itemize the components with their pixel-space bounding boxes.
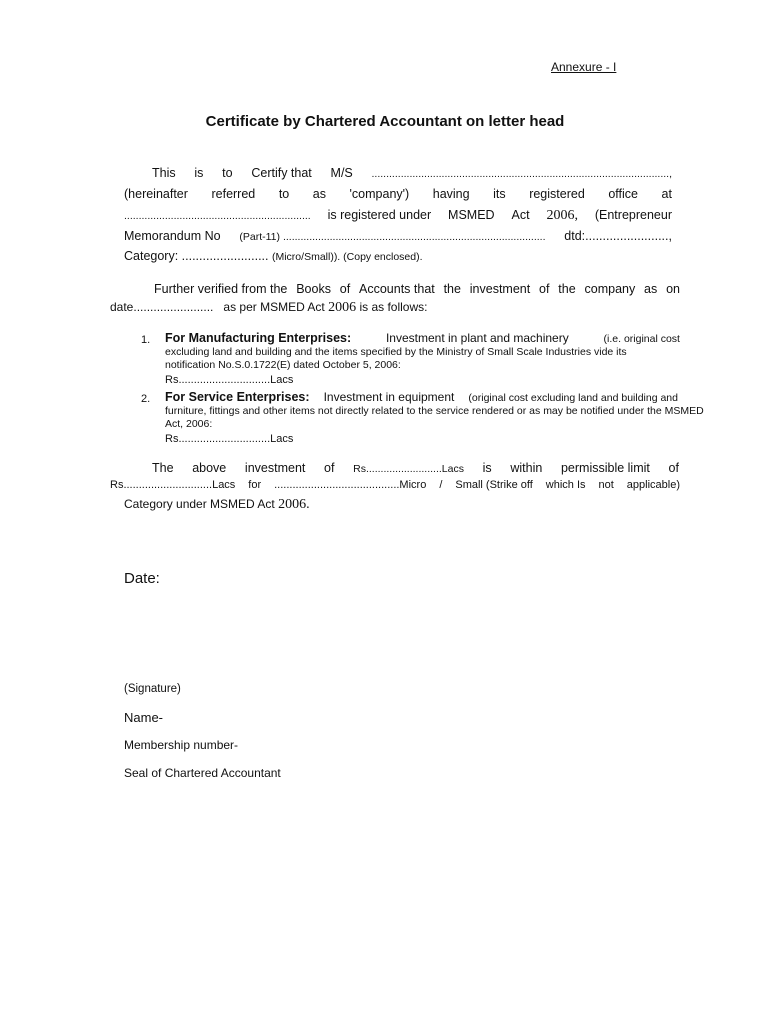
item-line: notification No.S.0.1722(E) dated October 5, 2006: bbox=[165, 359, 401, 371]
membership-number-label: Membership number- bbox=[124, 738, 239, 752]
list-item: For Manufacturing Enterprises: Investment in plant and machinery (i.e. original cost bbox=[165, 331, 680, 345]
para3-line2: Rs.............................Lacs for .........................................Micro / Small (Strike off which Is not applicable) bbox=[110, 479, 680, 491]
para1-line2: (hereinafter referred to as 'company') having its registered office at bbox=[124, 187, 672, 201]
name-label: Name- bbox=[124, 710, 164, 725]
item-number: 2. bbox=[141, 393, 151, 405]
item-number: 1. bbox=[141, 334, 151, 346]
item-line: Act, 2006: bbox=[165, 418, 213, 430]
date-label: Date: bbox=[124, 570, 160, 587]
annexure-label: Annexure - I bbox=[551, 60, 617, 74]
signature-label: (Signature) bbox=[124, 683, 181, 695]
item-rs: Rs..............................Lacs bbox=[165, 374, 294, 386]
para1-line5: Category: ......................... (Micro/Small)). (Copy enclosed). bbox=[124, 249, 423, 263]
item-line: furniture, fittings and other items not directly related to the service rendered or as may be notified under the MSMED bbox=[165, 405, 704, 417]
item-rs: Rs..............................Lacs bbox=[165, 433, 294, 445]
item-line: excluding land and building and the items specified by the Ministry of Small Scale Industries vide its bbox=[165, 346, 627, 358]
para3-line3: Category under MSMED Act 2006. bbox=[124, 497, 310, 512]
document-title: Certificate by Chartered Accountant on letter head bbox=[205, 113, 565, 130]
para1-line1: This is to Certify that M/S ......................................................................................................, bbox=[152, 166, 672, 180]
para3-line1: The above investment of Rs..........................Lacs is within permissible limit of bbox=[152, 461, 679, 475]
para2-line2: date........................ as per MSMED Act 2006 is as follows: bbox=[110, 300, 428, 315]
para1-line3: ................................................................ is registered under MSMED Act 2006, (Entrepreneur bbox=[124, 208, 672, 223]
para2-line1: Further verified from the Books of Accounts that the investment of the company as on bbox=[154, 282, 680, 296]
list-item: For Service Enterprises: Investment in equipment (original cost excluding land and building and bbox=[165, 390, 678, 404]
para1-line4: Memorandum No (Part-11) .......................................................................................... dtd:........................, bbox=[124, 229, 672, 243]
seal-label: Seal of Chartered Accountant bbox=[124, 766, 281, 780]
